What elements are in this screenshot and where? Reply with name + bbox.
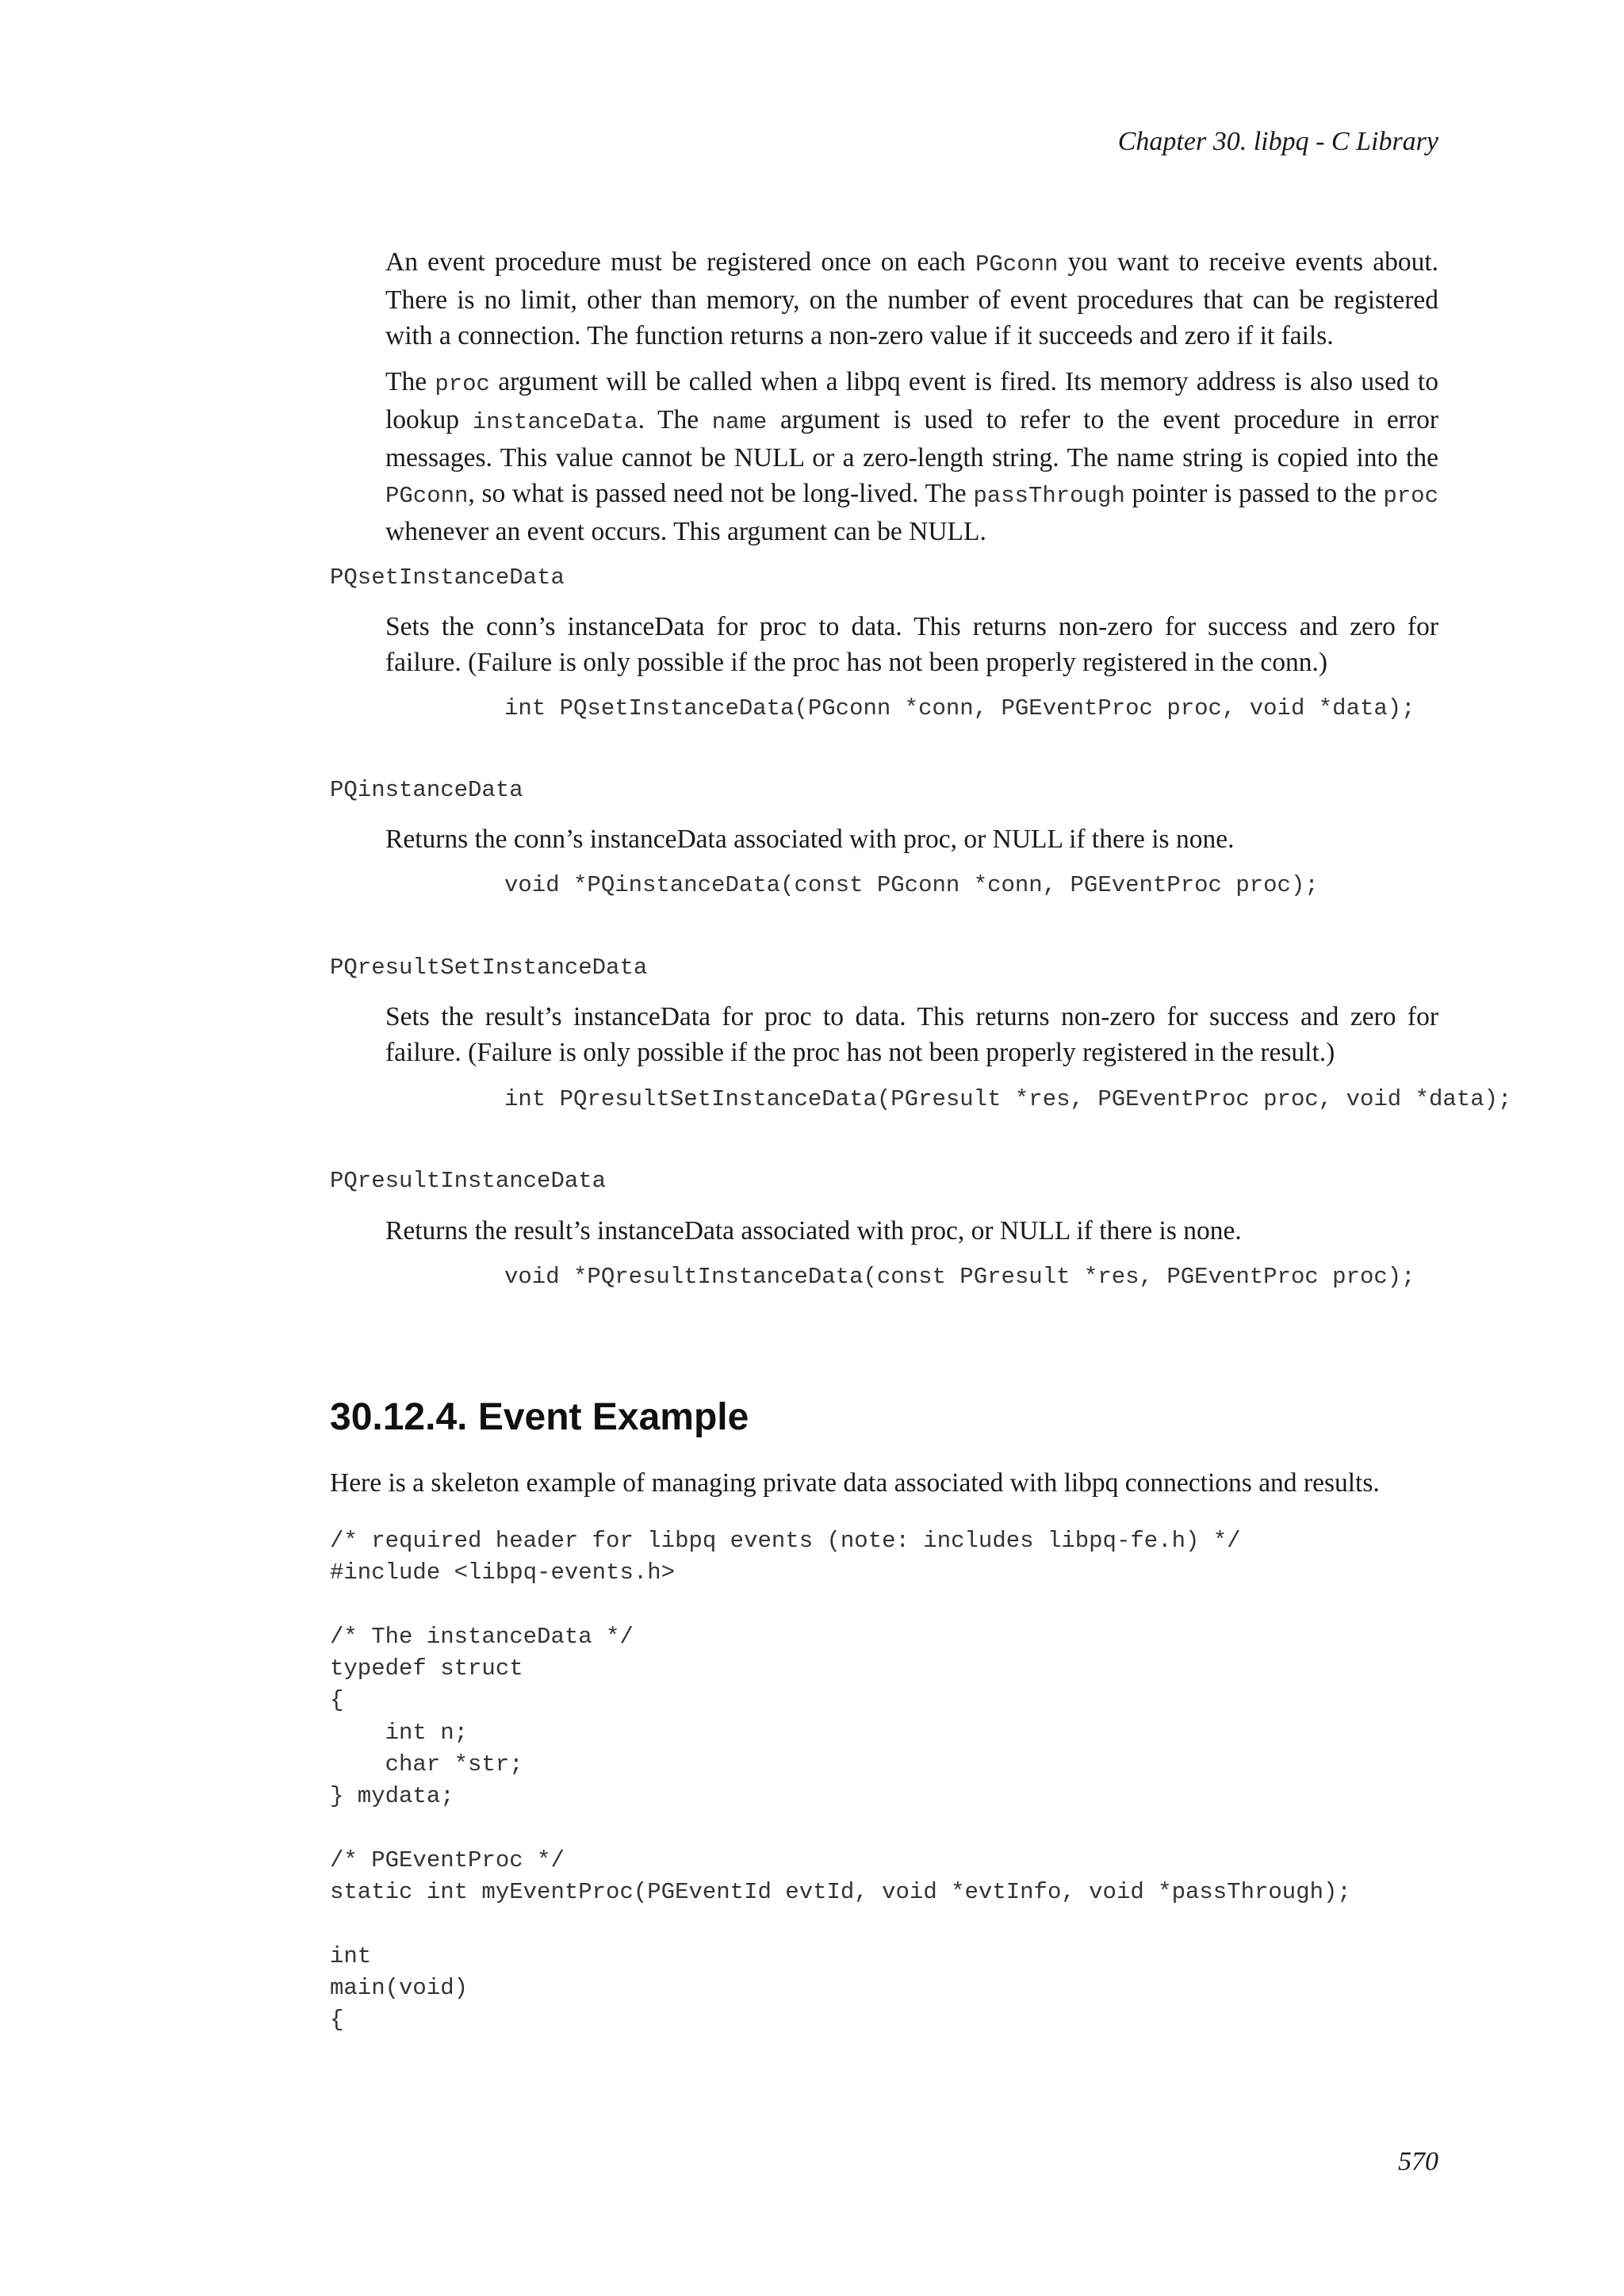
text-run: whenever an event occurs. This argument can be NULL.: [385, 517, 986, 546]
code-line: [330, 1590, 1351, 1621]
function-description: [385, 999, 1438, 1070]
register-event-paragraph-2: [385, 364, 1438, 549]
code-line: int: [330, 1942, 372, 1969]
function-name: PQinstanceData: [330, 777, 523, 803]
section-intro: Here is a skeleton example of managing private data associated with libpq connections and results.: [330, 1468, 1380, 1498]
function-synopsis: int PQresultSetInstanceData(PGresult *res, PGEventProc proc, void *data);: [504, 1086, 1512, 1112]
code-listing: [330, 1525, 1351, 2037]
code-line: typedef struct: [330, 1655, 523, 1682]
text-run: argument is used to refer to the event procedure in error messages. This value cannot be NULL or a zero-length string. The name string is copied into the: [385, 405, 1438, 473]
inline-code: PGconn: [975, 251, 1059, 277]
inline-code: proc: [435, 371, 490, 397]
function-name: PQsetInstanceData: [330, 564, 565, 591]
inline-code: instanceData: [472, 409, 638, 435]
running-header: Chapter 30. libpq - C Library: [1117, 127, 1438, 156]
text-run: argument will be called when a libpq event is fired. Its memory address is also used to lookup: [385, 367, 1438, 434]
inline-code: name: [711, 409, 768, 435]
code-line: int n;: [330, 1719, 469, 1746]
text-run: , so what is passed need not be long-lived. The: [468, 479, 974, 508]
description-text: Sets the conn’s instanceData for proc to data. This returns non-zero for success and zero for failure. (Failure is only possible if the proc has not been properly registered in the conn.): [385, 612, 1438, 677]
text-run: The: [385, 367, 435, 396]
description-text: Returns the result’s instanceData associated with proc, or NULL if there is none.: [385, 1216, 1242, 1246]
function-name: PQresultSetInstanceData: [330, 955, 648, 981]
code-line: {: [330, 1687, 344, 1714]
code-line: char *str;: [330, 1751, 523, 1778]
code-line: static int myEventProc(PGEventId evtId, void *evtInfo, void *passThrough);: [330, 1879, 1351, 1906]
function-synopsis: int PQsetInstanceData(PGconn *conn, PGEventProc proc, void *data);: [504, 695, 1415, 721]
inline-code: proc: [1383, 483, 1438, 509]
text-run: An event procedure must be registered once on each: [385, 247, 975, 277]
inline-code: passThrough: [973, 483, 1125, 509]
function-synopsis: void *PQresultInstanceData(const PGresult *res, PGEventProc proc);: [504, 1264, 1415, 1290]
text-run: you want to receive events about. There is no limit, other than memory, on the number of event procedures that can be registered with a connection. The function returns a non-zero value if it succeeds and zero if it fails.: [385, 247, 1438, 350]
function-name: PQresultInstanceData: [330, 1168, 607, 1194]
code-line: [330, 1813, 1351, 1845]
register-event-paragraph-1: [385, 244, 1438, 354]
description-text: Returns the conn’s instanceData associated with proc, or NULL if there is none.: [385, 825, 1235, 854]
text-run: . The: [638, 405, 712, 434]
code-line: #include <libpq-events.h>: [330, 1559, 676, 1586]
inline-code: PGconn: [385, 483, 469, 509]
function-description: [385, 1213, 1438, 1249]
code-line: main(void): [330, 1975, 469, 2002]
page-number: 570: [1398, 2147, 1438, 2176]
function-description: [385, 609, 1438, 680]
code-line: /* PGEventProc */: [330, 1846, 565, 1873]
function-synopsis: void *PQinstanceData(const PGconn *conn, PGEventProc proc);: [504, 872, 1319, 898]
function-description: [385, 821, 1438, 857]
code-line: [330, 1909, 1351, 1941]
text-run: pointer is passed to the: [1124, 479, 1384, 508]
section-heading: 30.12.4. Event Example: [330, 1396, 749, 1438]
code-line: } mydata;: [330, 1783, 454, 1810]
description-text: Sets the result’s instanceData for proc to data. This returns non-zero for success and zero for failure. (Failure is only possible if the proc has not been properly registered in the result.): [385, 1002, 1438, 1067]
code-line: {: [330, 2007, 344, 2034]
code-line: /* required header for libpq events (note: includes libpq-fe.h) */: [330, 1528, 1241, 1554]
code-line: /* The instanceData */: [330, 1623, 634, 1650]
